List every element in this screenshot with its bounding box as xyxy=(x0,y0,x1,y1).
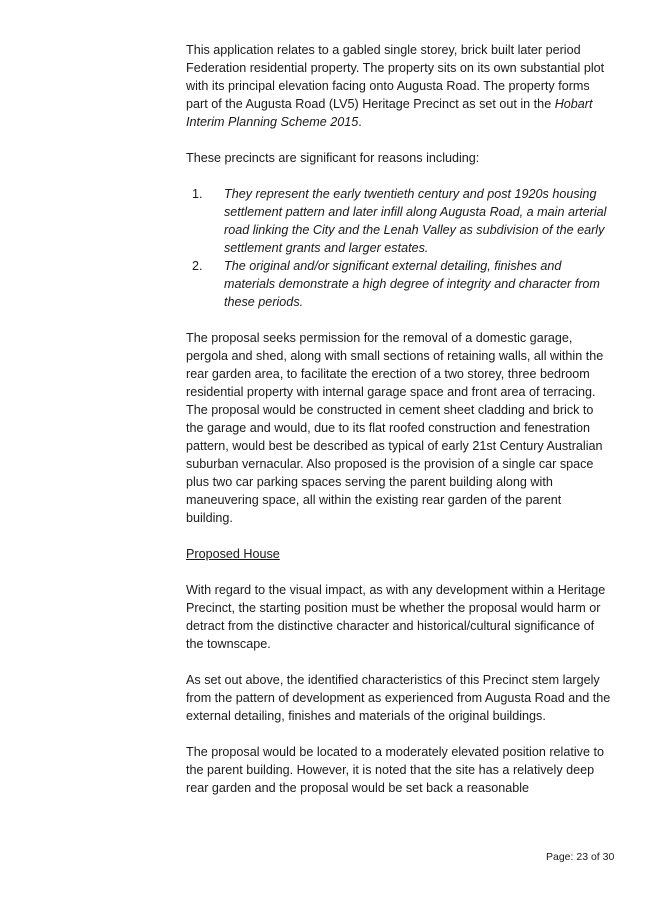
intro-text-end: . xyxy=(358,115,362,129)
reasons-list xyxy=(186,185,611,311)
page-number: Page: 23 of 30 xyxy=(546,851,615,863)
location-paragraph: The proposal would be located to a moderately elevated position relative to the parent building. However, it is noted that the site has a relatively deep rear garden and the proposal would be set back a reasonable xyxy=(186,745,604,795)
precinct-significance-intro: These precincts are significant for reasons including: xyxy=(186,151,480,165)
intro-paragraph xyxy=(186,41,611,131)
document-page xyxy=(186,41,611,815)
visual-impact-paragraph: With regard to the visual impact, as with any development within a Heritage Precinct, the starting position must be whether the proposal would harm or detract from the distinctive character and historical/cultural significance of the townscape. xyxy=(186,583,606,651)
proposal-paragraph: The proposal seeks permission for the removal of a domestic garage, pergola and shed, along with small sections of retaining walls, all within the rear garden area, to facilitate the erection of a two storey, three bedroom residential property with internal garage space and front area of terracing. The proposal would be constructed in cement sheet cladding and brick to the garage and would, due to its flat roofed construction and fenestration pattern, would best be described as typical of early 21st Century Australian suburban vernacular. Also proposed is the provision of a single car space plus two car parking spaces serving the parent building along with maneuvering space, all within the existing rear garden of the parent building. xyxy=(186,331,604,525)
list-item-number: 2. xyxy=(192,259,203,273)
intro-text: This application relates to a gabled single storey, brick built later period Federation residential property. The property sits on its own substantial plot with its principal elevation facing onto Augusta Road. The property forms part of the Augusta Road (LV5) Heritage Precinct as set out in the xyxy=(186,43,605,111)
planning-scheme-title: Hobart Interim Planning Scheme 2015 xyxy=(186,97,593,129)
list-item xyxy=(186,257,611,311)
list-item-text: They represent the early twentieth century and post 1920s housing settlement pattern and later infill along Augusta Road, a main arterial road linking the City and the Lenah Valley as subdivision of the early settlement grants and larger estates. xyxy=(224,187,607,255)
list-item-number: 1. xyxy=(192,187,203,201)
list-item xyxy=(186,185,611,257)
precinct-characteristics-paragraph: As set out above, the identified characteristics of this Precinct stem largely from the pattern of development as experienced from Augusta Road and the external detailing, finishes and materials of the original buildings. xyxy=(186,673,611,723)
list-item-text: The original and/or significant external detailing, finishes and materials demonstrate a high degree of integrity and character from these periods. xyxy=(224,259,600,309)
section-heading: Proposed House xyxy=(186,547,280,561)
